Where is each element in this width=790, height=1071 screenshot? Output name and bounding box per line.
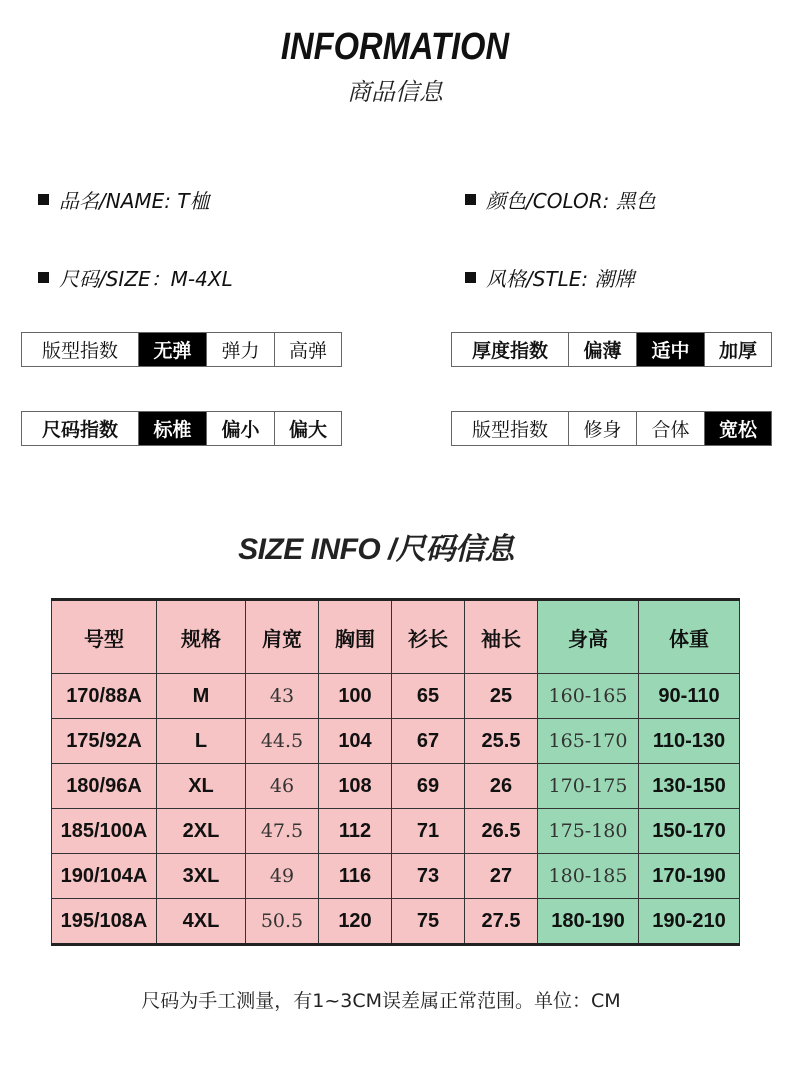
page-title: INFORMATION	[280, 26, 510, 68]
table-cell: 190/104A	[52, 854, 157, 899]
index-option: 宽松	[704, 412, 771, 445]
info-name	[38, 185, 210, 214]
table-cell: 130-150	[639, 764, 740, 809]
table-cell: 180-190	[538, 899, 639, 945]
table-cell: 175/92A	[52, 719, 157, 764]
table-cell: 69	[392, 764, 465, 809]
table-cell: L	[157, 719, 246, 764]
size-table	[51, 598, 740, 946]
info-style	[465, 263, 635, 292]
index-option: 高弹	[274, 333, 341, 366]
table-cell: 25.5	[465, 719, 538, 764]
table-cell: 65	[392, 674, 465, 719]
table-cell: 2XL	[157, 809, 246, 854]
table-cell: 160-165	[538, 674, 639, 719]
table-cell: 195/108A	[52, 899, 157, 945]
table-cell: 47.5	[246, 809, 319, 854]
table-cell: 26	[465, 764, 538, 809]
table-cell: 170-175	[538, 764, 639, 809]
index-option: 偏小	[206, 412, 274, 445]
table-cell: 120	[319, 899, 392, 945]
square-bullet-icon	[38, 194, 49, 205]
header-cell: 号型	[52, 600, 157, 674]
table-cell: 185/100A	[52, 809, 157, 854]
table-row	[52, 854, 740, 899]
table-cell: 25	[465, 674, 538, 719]
table-cell: XL	[157, 764, 246, 809]
info-style-text: 风格/STLE: 潮牌	[486, 267, 635, 291]
index-label: 版型指数	[41, 340, 118, 362]
index-option: 无弹	[138, 333, 206, 366]
index-label: 厚度指数	[471, 340, 548, 362]
table-cell: 170/88A	[52, 674, 157, 719]
index-option: 适中	[636, 333, 704, 366]
table-row	[52, 719, 740, 764]
table-cell: 180/96A	[52, 764, 157, 809]
header-cell: 胸围	[319, 600, 392, 674]
index-row-fit	[451, 411, 772, 446]
page-subtitle: 商品信息	[347, 78, 443, 106]
header-cell: 衫长	[392, 600, 465, 674]
index-option: 偏薄	[568, 333, 636, 366]
header-cell: 肩宽	[246, 600, 319, 674]
info-color	[465, 185, 656, 214]
table-cell: 46	[246, 764, 319, 809]
table-cell: 27.5	[465, 899, 538, 945]
header-cell: 体重	[639, 600, 740, 674]
measurement-note: 尺码为手工测量，有1~3CM误差属正常范围。单位：CM	[141, 990, 621, 1012]
table-cell: 104	[319, 719, 392, 764]
table-cell: 112	[319, 809, 392, 854]
header-cell: 袖长	[465, 600, 538, 674]
table-header-row	[52, 600, 740, 674]
table-cell: 170-190	[639, 854, 740, 899]
table-cell: 100	[319, 674, 392, 719]
table-cell: M	[157, 674, 246, 719]
index-label: 尺码指数	[41, 419, 118, 441]
index-option: 偏大	[274, 412, 341, 445]
index-option: 标椎	[138, 412, 206, 445]
table-cell: 175-180	[538, 809, 639, 854]
table-cell: 43	[246, 674, 319, 719]
header-cell: 身高	[538, 600, 639, 674]
table-row	[52, 899, 740, 945]
table-cell: 108	[319, 764, 392, 809]
square-bullet-icon	[38, 272, 49, 283]
index-option: 弹力	[206, 333, 274, 366]
table-cell: 116	[319, 854, 392, 899]
table-cell: 26.5	[465, 809, 538, 854]
table-cell: 75	[392, 899, 465, 945]
index-row-size	[21, 411, 342, 446]
table-cell: 27	[465, 854, 538, 899]
index-option: 合体	[636, 412, 704, 445]
index-label: 版型指数	[471, 419, 548, 441]
index-row-stretch	[21, 332, 342, 367]
size-info-title: SIZE INFO /尺码信息	[238, 533, 514, 566]
info-size-text: 尺码/SIZE：M-4XL	[59, 267, 233, 291]
square-bullet-icon	[465, 194, 476, 205]
info-color-text: 颜色/COLOR: 黑色	[486, 189, 656, 213]
index-option: 修身	[568, 412, 636, 445]
table-row	[52, 674, 740, 719]
square-bullet-icon	[465, 272, 476, 283]
table-cell: 190-210	[639, 899, 740, 945]
table-cell: 90-110	[639, 674, 740, 719]
info-name-text: 品名/NAME: T桖	[59, 189, 210, 213]
table-cell: 150-170	[639, 809, 740, 854]
table-cell: 3XL	[157, 854, 246, 899]
index-option: 加厚	[704, 333, 771, 366]
table-cell: 67	[392, 719, 465, 764]
table-cell: 49	[246, 854, 319, 899]
table-cell: 71	[392, 809, 465, 854]
table-cell: 165-170	[538, 719, 639, 764]
table-cell: 73	[392, 854, 465, 899]
table-row	[52, 764, 740, 809]
table-cell: 50.5	[246, 899, 319, 945]
table-cell: 4XL	[157, 899, 246, 945]
table-row	[52, 809, 740, 854]
table-cell: 44.5	[246, 719, 319, 764]
table-cell: 180-185	[538, 854, 639, 899]
table-cell: 110-130	[639, 719, 740, 764]
index-row-thickness	[451, 332, 772, 367]
header-cell: 规格	[157, 600, 246, 674]
info-size	[38, 263, 233, 292]
